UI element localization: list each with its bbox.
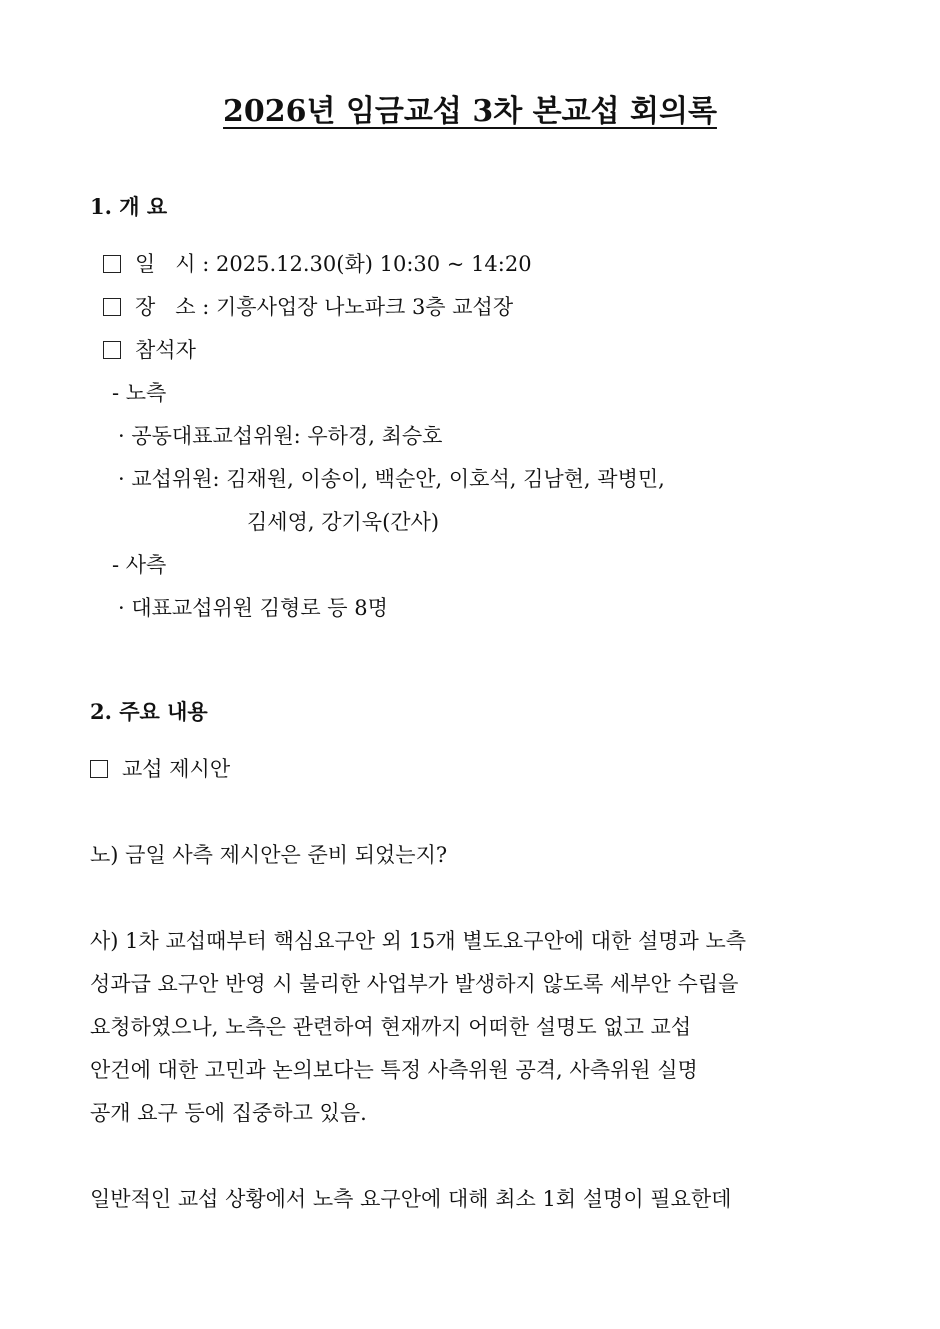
company-answer-line: 안건에 대한 고민과 논의보다는 특정 사측위원 공격, 사측위원 실명 xyxy=(90,1058,698,1082)
labor-question: 노) 금일 사측 제시안은 준비 되었는지? xyxy=(90,843,448,867)
company-answer-line: 공개 요구 등에 집중하고 있음. xyxy=(90,1101,367,1125)
place-row xyxy=(103,297,513,318)
proposal-subheading xyxy=(90,759,230,780)
document-title: 2026년 임금교섭 3차 본교섭 회의록 xyxy=(223,94,717,129)
company-reps: · 대표교섭위원 김형로 등 8명 xyxy=(118,596,388,620)
attendees-text: 참석자 xyxy=(135,338,196,362)
section-1-heading: 1. 개 요 xyxy=(90,194,168,219)
checkbox-icon xyxy=(103,341,121,359)
labor-side-label: - 노측 xyxy=(112,381,167,405)
labor-reps: · 공동대표교섭위원: 우하경, 최승호 xyxy=(118,424,443,448)
date-row xyxy=(103,254,532,275)
labor-members-line-2: 김세영, 강기욱(간사) xyxy=(247,510,440,534)
company-answer-line: 요청하였으나, 노측은 관련하여 현재까지 어떠한 설명도 없고 교섭 xyxy=(90,1015,692,1039)
checkbox-icon xyxy=(90,760,108,778)
labor-members-line-1: · 교섭위원: 김재원, 이송이, 백순안, 이호석, 김남현, 곽병민, xyxy=(118,467,665,491)
company-answer-line: 사) 1차 교섭때부터 핵심요구안 외 15개 별도요구안에 대한 설명과 노측 xyxy=(90,929,747,953)
paragraph-2: 일반적인 교섭 상황에서 노측 요구안에 대해 최소 1회 설명이 필요한데 xyxy=(90,1187,732,1211)
date-text: 일 시 : 2025.12.30(화) 10:30 ~ 14:20 xyxy=(135,252,532,276)
section-2-heading: 2. 주요 내용 xyxy=(90,699,208,724)
attendees-row xyxy=(103,340,196,361)
place-text: 장 소 : 기흥사업장 나노파크 3층 교섭장 xyxy=(135,295,514,319)
company-answer-line: 성과급 요구안 반영 시 불리한 사업부가 발생하지 않도록 세부안 수립을 xyxy=(90,972,739,996)
proposal-subheading-text: 교섭 제시안 xyxy=(122,757,231,781)
company-side-label: - 사측 xyxy=(112,553,167,577)
checkbox-icon xyxy=(103,298,121,316)
checkbox-icon xyxy=(103,255,121,273)
